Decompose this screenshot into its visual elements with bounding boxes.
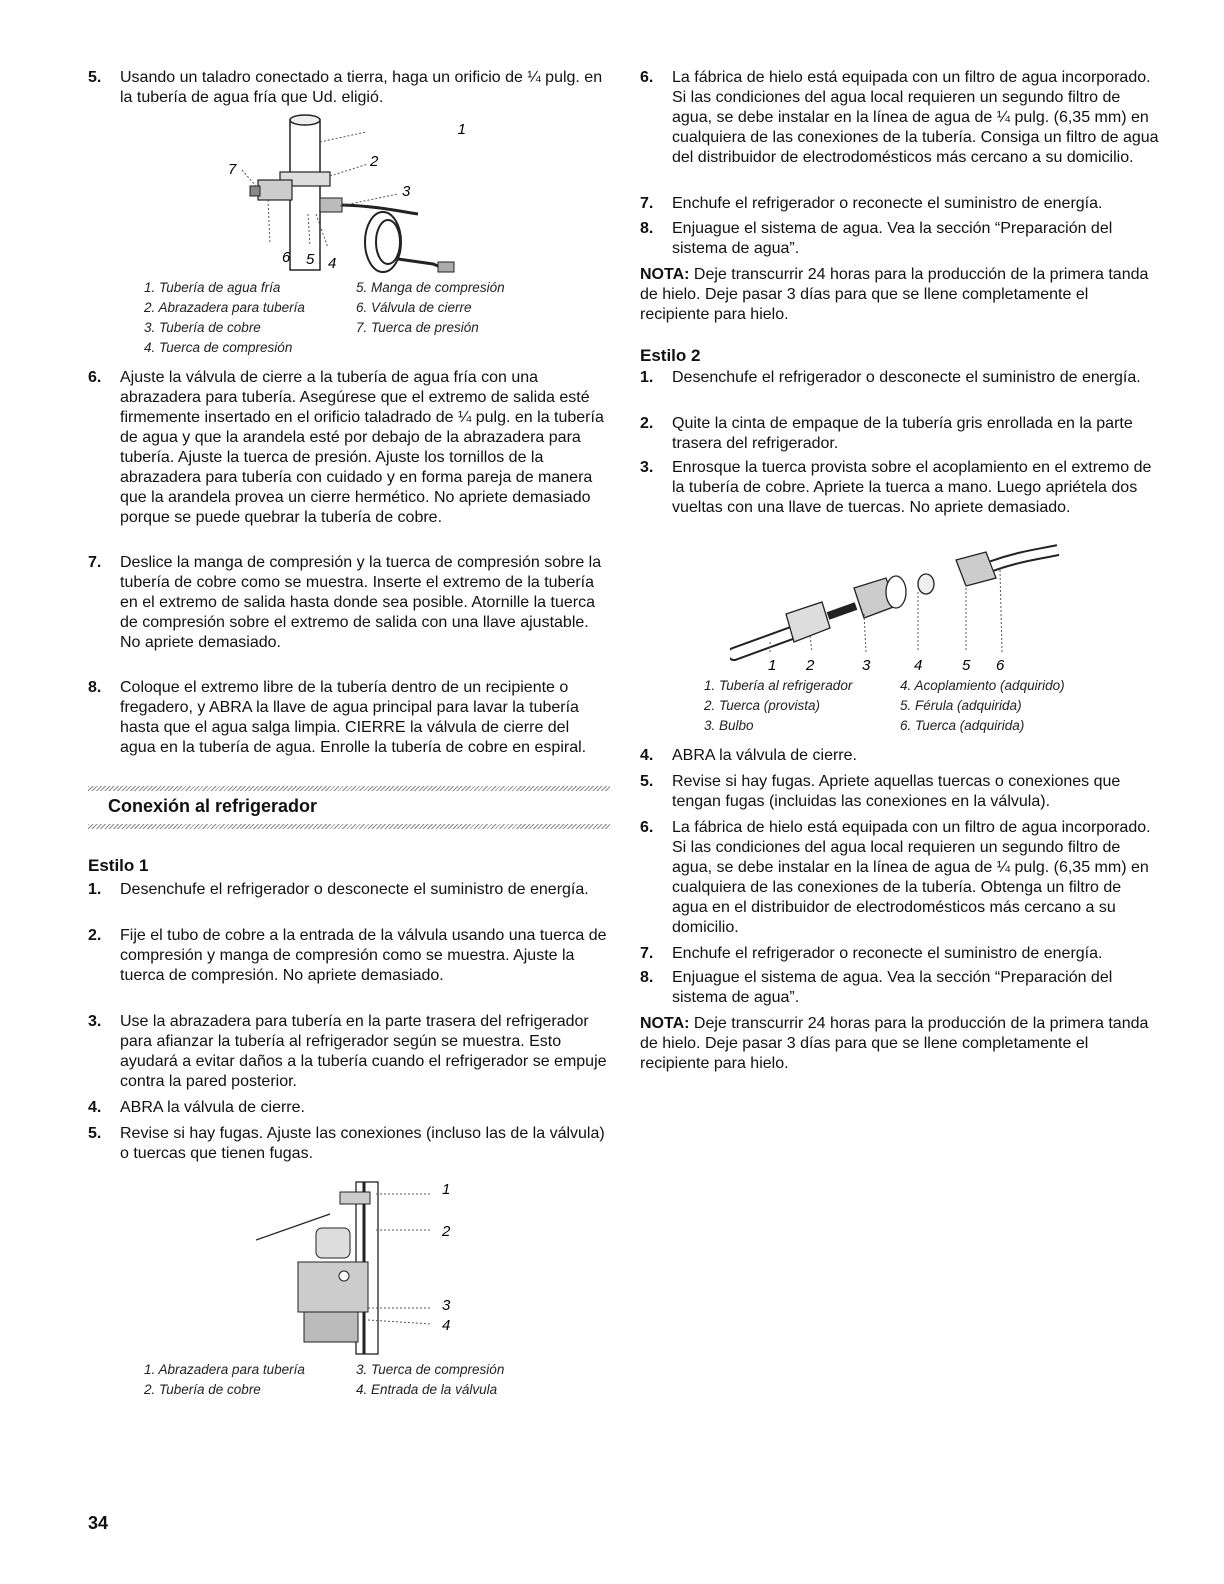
fig3-callout-1: 1 [768, 657, 777, 674]
section-stripe-top [88, 786, 610, 791]
fig2-callout-2: 2 [442, 1223, 451, 1240]
fig3-callout-3: 3 [862, 657, 871, 674]
style1-step-1: 1. Desenchufe el refrigerador o desconecte el suministro de energía. [88, 881, 589, 898]
fig2-callout-3: 3 [442, 1297, 451, 1314]
r-step-8-rinse: 8. Enjuague el sistema de agua. Vea la sección “Preparación del sistema de agua”. [640, 220, 1113, 257]
style2-step-7: 7. Enchufe el refrigerador o reconecte el suministro de energía. [640, 945, 1103, 962]
fig3-callout-6: 6 [996, 657, 1005, 674]
style2-step-1: 1. Desenchufe el refrigerador o desconecte el suministro de energía. [640, 369, 1141, 386]
step-7-sleeve: 7. Deslice la manga de compresión y la tuerca de compresión sobre la tubería de cobre como se muestra. Inserte el extremo de la tubería en el extremo de salida hasta donde sea posible. Atornille la tuerca de compresión sobre el extremo de salida con una llave ajustable. No apriete demasiado. [88, 554, 602, 651]
fig2-callout-1: 1 [442, 1181, 451, 1198]
inlet-valve-figure [256, 1172, 456, 1356]
style2-heading: Estilo 2 [640, 346, 701, 365]
fig3-captions-left: 1. Tubería al refrigerador 2. Tuerca (provista) 3. Bulbo [704, 678, 853, 733]
style2-step-2: 2. Quite la cinta de empaque de la tubería gris enrollada en la parte trasera del refrigerador. [640, 415, 1133, 452]
fig1-callout-2: 2 [370, 153, 379, 170]
page-number: 34 [88, 1513, 109, 1533]
coupling-assembly-figure [730, 540, 1060, 674]
fig3-callout-2: 2 [806, 657, 815, 674]
fig2-captions-left: 1. Abrazadera para tubería 2. Tubería de cobre [144, 1362, 305, 1397]
fig3-captions-right: 4. Acoplamiento (adquirido) 5. Férula (adquirida) 6. Tuerca (adquirida) [900, 678, 1065, 733]
fig1-captions-right: 5. Manga de compresión 6. Válvula de cierre 7. Tuerca de presión [356, 280, 505, 335]
fig1-callout-7: 7 [228, 161, 237, 178]
fig2-callout-4: 4 [442, 1317, 451, 1334]
style2-step-3: 3. Enrosque la tuerca provista sobre el acoplamiento en el extremo de la tubería de cobre. Apriete la tuerca a mano. Luego apriétela dos vueltas con una llave de tuercas. No apriete demasiado. [640, 459, 1152, 516]
fig1-captions-left: 1. Tubería de agua fría 2. Abrazadera para tubería 3. Tubería de cobre 4. Tuerca de compresión [144, 280, 305, 355]
style1-step-5: 5. Revise si hay fugas. Ajuste las conexiones (incluso las de la válvula) o tuercas que tienen fugas. [88, 1125, 605, 1162]
section-stripe-bottom [88, 824, 610, 829]
section-title: Conexión al refrigerador [108, 796, 318, 816]
step-6-clamp: 6. Ajuste la válvula de cierre a la tubería de agua fría con una abrazadera para tubería. Asegúrese que el extremo de salida esté firmemente insertado en el orificio taladrado de ¼ pulg. en la tubería de agua y que la arandela esté por debajo de la abrazadera para tubería. Ajuste la tuerca de presión. Ajuste los tornillos de la abrazadera para tubería con cuidado y en forma pareja de manera que la arandela provea un cierre hermético. No apriete demasiado porque se puede quebrar la tubería de cobre. [88, 369, 604, 526]
fig1-callout-4: 4 [328, 255, 337, 272]
valve-installation-figure [228, 114, 468, 276]
step-8-flush: 8. Coloque el extremo libre de la tubería dentro de un recipiente o fregadero, y ABRA la llave de agua principal para lavar la tubería hasta que el agua salga limpia. CIERRE la válvula de cierre del agua en la tubería de agua. Enrolle la tubería de cobre en espiral. [88, 679, 587, 756]
style1-heading: Estilo 1 [88, 856, 149, 875]
step-5-drill: 5. Usando un taladro conectado a tierra, haga un orificio de ¼ pulg. en la tubería de agua fría que Ud. eligió. [88, 69, 603, 106]
r-step-7-plug: 7. Enchufe el refrigerador o reconecte el suministro de energía. [640, 195, 1103, 212]
fig1-callout-1: 1 [457, 121, 466, 138]
nota-1: NOTA: Deje transcurrir 24 horas para la producción de la primera tanda de hielo. Deje pasar 3 días para que se llene completamente el recipiente para hielo. [640, 266, 1149, 323]
fig3-callout-5: 5 [962, 657, 971, 674]
fig1-callout-6: 6 [282, 249, 291, 266]
section-header [88, 786, 610, 828]
fig2-captions-right: 3. Tuerca de compresión 4. Entrada de la válvula [356, 1362, 505, 1397]
style1-step-3: 3. Use la abrazadera para tubería en la parte trasera del refrigerador para afianzar la tubería al refrigerador según se muestra. Esto ayudará a evitar daños a la tubería cuando el refrigerador se empuje contra la pared posterior. [88, 1013, 607, 1090]
style2-step-6: 6. La fábrica de hielo está equipada con un filtro de agua incorporado. Si las condiciones del agua local requieren un segundo filtro de agua, se debe instalar en la línea de agua de ¼ pulg. (6,35 mm) en cualquiera de las conexiones de la tubería. Obtenga un filtro de agua en el distribuidor de electrodomésticos más cercano a su domicilio. [640, 819, 1151, 936]
fig1-callout-3: 3 [402, 183, 411, 200]
r-step-6-filter: 6. La fábrica de hielo está equipada con un filtro de agua incorporado. Si las condiciones del agua local requieren un segundo filtro de agua, se debe instalar en la línea de agua de ¼ pulg. (6,35 mm) en cualquiera de las conexiones de la tubería. Consiga un filtro de agua del distribuidor de electrodomésticos más cercano a su domicilio. [640, 69, 1159, 166]
fig1-callout-5: 5 [306, 251, 315, 268]
fig3-callout-4: 4 [914, 657, 923, 674]
style2-step-8: 8. Enjuague el sistema de agua. Vea la sección “Preparación del sistema de agua”. [640, 969, 1113, 1006]
style2-step-5: 5. Revise si hay fugas. Apriete aquellas tuercas o conexiones que tengan fugas (incluidas las conexiones en la válvula). [640, 773, 1121, 810]
style1-step-4: 4. ABRA la válvula de cierre. [88, 1099, 305, 1116]
style2-step-4: 4. ABRA la válvula de cierre. [640, 747, 857, 764]
style1-step-2: 2. Fije el tubo de cobre a la entrada de la válvula usando una tuerca de compresión y manga de compresión como se muestra. Ajuste la tuerca de compresión. No apriete demasiado. [88, 927, 607, 984]
nota-2: NOTA: Deje transcurrir 24 horas para la producción de la primera tanda de hielo. Deje pasar 3 días para que se llene completamente el recipiente para hielo. [640, 1015, 1149, 1072]
